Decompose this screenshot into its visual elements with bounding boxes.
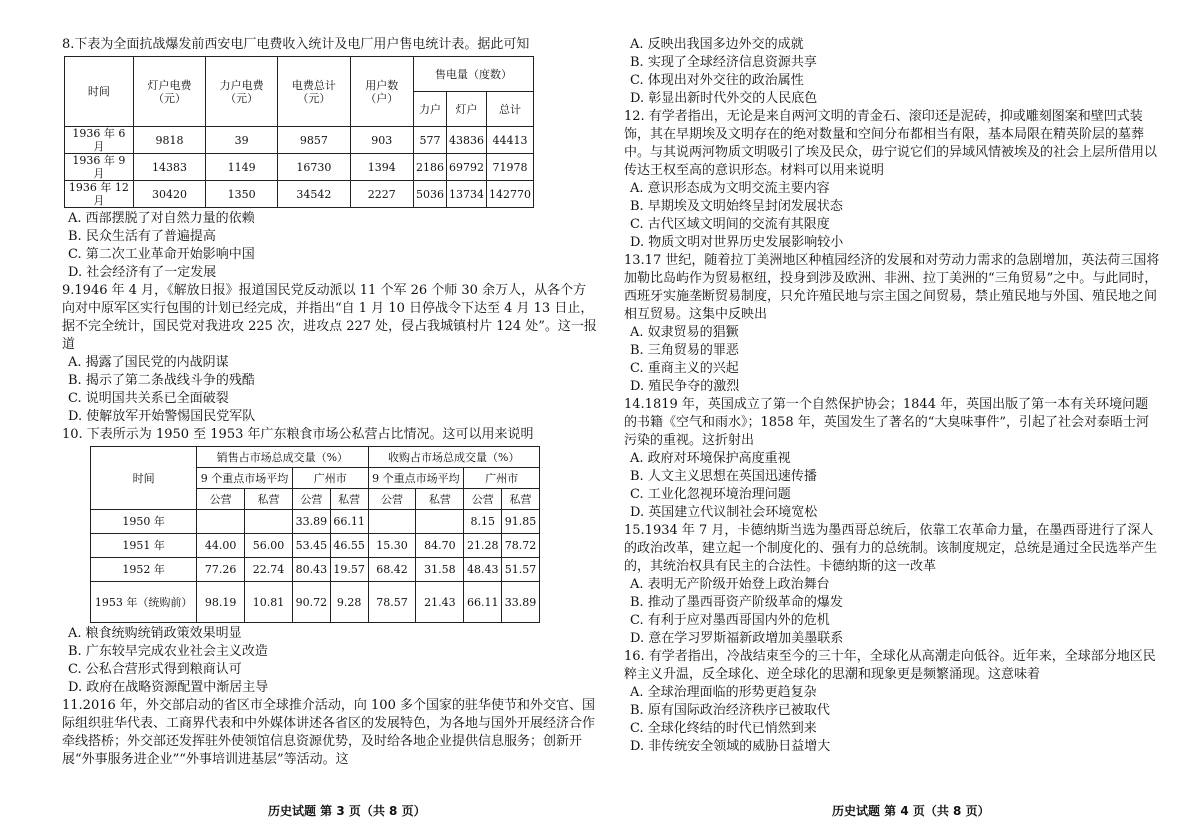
- table-cell: 33.89: [292, 510, 330, 534]
- header-cell: 9 个重点市场平均: [197, 468, 293, 489]
- table-cell: 80.43: [292, 558, 330, 582]
- option-b: B. 实现了全球经济信息资源共享: [630, 55, 817, 70]
- header-cell: 收购占市场总成交量（%）: [368, 447, 539, 468]
- option-b: B. 三角贸易的罪恶: [630, 343, 739, 358]
- option-d: D. 英国建立代议制社会环境宽松: [630, 505, 818, 520]
- question-13: [624, 252, 1160, 396]
- header-cell: 力户: [413, 92, 446, 127]
- table-cell: 39: [206, 127, 278, 154]
- table-row: [91, 534, 540, 558]
- table-cell: [197, 510, 245, 534]
- option-c: C. 说明国共关系已全面破裂: [68, 391, 229, 406]
- question-stem: 16. 有学者指出，冷战结束至今的三十年，全球化从高潮走向低谷。近年来，全球部分地区民粹主义升温，反全球化、逆全球化的思潮和现象更是频繁涌现。这意味着: [624, 649, 1156, 682]
- table-cell: 19.57: [330, 558, 368, 582]
- table-cell: 77.26: [197, 558, 245, 582]
- header-cell: 私营: [416, 489, 464, 510]
- table-cell: 21.28: [464, 534, 502, 558]
- table-cell: 78.72: [502, 534, 540, 558]
- header-cell: 广州市: [464, 468, 540, 489]
- question-stem: 13.17 世纪，随着拉丁美洲地区种植园经济的发展和对劳动力需求的急剧增加，英法荷三国将加勒比岛屿作为贸易枢纽，投身到涉及欧洲、非洲、拉丁美洲的“三角贸易”之中。与此同时，西班牙实施垄断贸易制度，只允许殖民地与宗主国之间贸易，禁止殖民地与外国、殖民地之间相互贸易。这集中反映出: [624, 253, 1160, 322]
- table-cell: 69792: [446, 154, 486, 181]
- option-b: B. 人文主义思想在英国迅速传播: [630, 469, 817, 484]
- table-cell: 13734: [446, 181, 486, 208]
- question-stem: 10. 下表所示为 1950 至 1953 年广东粮食市场公私营占比情况。这可以用来说明: [62, 427, 534, 442]
- question-stem: 15.1934 年 7 月，卡德纳斯当选为墨西哥总统后，依靠工农革命力量，在墨西哥进行了深人的政治改革，建立起一个制度化的、强有力的总统制。该制度规定，总统是通过全民选举产生的，其统治权具有民主的合法性。卡德纳斯的这一改革: [624, 523, 1158, 574]
- option-b: B. 民众生活有了普遍提高: [68, 229, 216, 244]
- option-a: A. 表明无产阶级开始登上政治舞台: [630, 577, 830, 592]
- option-a: A. 粮食统购统销政策效果明显: [68, 626, 242, 641]
- table-cell: 1952 年: [91, 558, 197, 582]
- table-cell: 43836: [446, 127, 486, 154]
- table-cell: 9857: [278, 127, 350, 154]
- option-c: C. 古代区域文明间的交流有其限度: [630, 217, 830, 232]
- electricity-table: [64, 56, 534, 208]
- question-stem: 14.1819 年，英国成立了第一个自然保护协会；1844 年，英国出版了第一本有关环境问题的书籍《空气和雨水》；1858 年，英国发生了著名的“大臭味事件”，引起了社会对泰晤士河污染的重视。这折射出: [624, 397, 1150, 448]
- table-row: [91, 558, 540, 582]
- table-cell: 8.15: [464, 510, 502, 534]
- option-c: C. 有利于应对墨西哥国内外的危机: [630, 613, 830, 628]
- table-cell: 1394: [350, 154, 413, 181]
- table-cell: 53.45: [292, 534, 330, 558]
- option-a: A. 政府对环境保护高度重视: [630, 451, 791, 466]
- option-d: D. 殖民争夺的激烈: [630, 379, 740, 394]
- option-b: B. 原有国际政治经济秩序已被取代: [630, 703, 830, 718]
- option-a: A. 全球治理面临的形势更趋复杂: [630, 685, 817, 700]
- option-d: D. 政府在战略资源配置中渐居主导: [68, 680, 269, 695]
- question-9: [62, 282, 598, 426]
- table-cell: 91.85: [502, 510, 540, 534]
- right-page: [624, 36, 1160, 756]
- option-d: D. 非传统安全领域的威胁日益增大: [630, 739, 831, 754]
- option-a: A. 西部摆脱了对自然力量的依赖: [68, 211, 255, 226]
- header-cell: 销售占市场总成交量（%）: [197, 447, 368, 468]
- table-cell: [368, 510, 416, 534]
- table-cell: 34542: [278, 181, 350, 208]
- header-cell: 公营: [197, 489, 245, 510]
- table-cell: [245, 510, 293, 534]
- table-cell: 1953 年（统购前）: [91, 582, 197, 623]
- table-cell: 2227: [350, 181, 413, 208]
- table-cell: [416, 510, 464, 534]
- table-row: [65, 181, 534, 208]
- header-cell: 时间: [65, 57, 134, 127]
- left-page: [62, 36, 598, 769]
- table-cell: 44413: [486, 127, 533, 154]
- option-c: C. 公私合营形式得到粮商认可: [68, 662, 242, 677]
- table-cell: 1950 年: [91, 510, 197, 534]
- question-10: [62, 426, 598, 697]
- option-c: C. 体现出对外交往的政治属性: [630, 73, 804, 88]
- table-cell: 31.58: [416, 558, 464, 582]
- question-12: [624, 108, 1160, 252]
- question-8: [62, 36, 598, 282]
- header-cell: 灯户电费（元）: [133, 57, 205, 127]
- table-wrap: [64, 446, 598, 623]
- table-cell: 10.81: [245, 582, 293, 623]
- table-cell: 9818: [133, 127, 205, 154]
- table-cell: 1149: [206, 154, 278, 181]
- page-footer-left: 历史试题 第 3 页（共 8 页）: [268, 804, 426, 818]
- table-cell: 78.57: [368, 582, 416, 623]
- option-d: D. 物质文明对世界历史发展影响较小: [630, 235, 844, 250]
- question-11: [62, 697, 598, 769]
- table-row: [65, 127, 534, 154]
- grain-market-table: [90, 446, 540, 623]
- header-cell: 公营: [368, 489, 416, 510]
- question-stem: 12. 有学者指出，无论是来自两河文明的青金石、滚印还是泥砖，抑或雕刻图案和壁凹式装饰，其在早期埃及文明存在的绝对数量和空间分布都相当有限，基本局限在精英阶层的墓葬中。与其说两河物质文明吸引了埃及民众，毋宁说它们的异域风情被埃及的社会上层所借用以传达王权至高的意识形态。材料可以用来说明: [624, 109, 1158, 178]
- header-cell: 私营: [245, 489, 293, 510]
- table-cell: 48.43: [464, 558, 502, 582]
- table-cell: 15.30: [368, 534, 416, 558]
- question-16: [624, 648, 1160, 756]
- option-b: B. 广东较早完成农业社会主义改造: [68, 644, 268, 659]
- table-cell: 1936 年 9 月: [65, 154, 134, 181]
- table-cell: 2186: [413, 154, 446, 181]
- table-cell: 56.00: [245, 534, 293, 558]
- option-c: C. 全球化终结的时代已悄然到来: [630, 721, 817, 736]
- header-cell: 时间: [91, 447, 197, 510]
- option-b: B. 早期埃及文明始终呈封闭发展状态: [630, 199, 843, 214]
- option-c: C. 重商主义的兴起: [630, 361, 739, 376]
- header-cell: 公营: [292, 489, 330, 510]
- question-stem: 8.下表为全面抗战爆发前西安电厂电费收入统计及电厂用户售电统计表。据此可知: [62, 37, 530, 52]
- table-cell: 90.72: [292, 582, 330, 623]
- table-cell: 1936 年 12 月: [65, 181, 134, 208]
- table-cell: 5036: [413, 181, 446, 208]
- table-cell: 14383: [133, 154, 205, 181]
- table-row: [65, 154, 534, 181]
- option-b: B. 揭示了第二条战线斗争的残酷: [68, 373, 255, 388]
- header-cell: 力户电费（元）: [206, 57, 278, 127]
- table-cell: 51.57: [502, 558, 540, 582]
- question-stem: 11.2016 年，外交部启动的省区市全球推介活动，向 100 多个国家的驻华使节和外交官、国际组织驻华代表、工商界代表和中外媒体讲述各省区的发展特色，为各地与国外开展经济合作牵线搭桥；外交部还发挥驻外使领馆信息资源优势，及时给各地企业提供信息服务；创新开展“外事服务进企业”“外事培训进基层”等活动。这: [62, 698, 596, 767]
- option-d: D. 社会经济有了一定发展: [68, 265, 217, 280]
- option-d: D. 意在学习罗斯福新政增加美墨联系: [630, 631, 844, 646]
- table-cell: 71978: [486, 154, 533, 181]
- table-cell: 1951 年: [91, 534, 197, 558]
- option-d: D. 彰显出新时代外交的人民底色: [630, 91, 818, 106]
- header-cell: 售电量（度数）: [413, 57, 533, 92]
- table-cell: 66.11: [330, 510, 368, 534]
- header-cell: 灯户: [446, 92, 486, 127]
- header-cell: 用户数（户）: [350, 57, 413, 127]
- table-cell: 1936 年 6 月: [65, 127, 134, 154]
- header-cell: 总计: [486, 92, 533, 127]
- table-wrap: [64, 56, 598, 208]
- option-a: A. 奴隶贸易的猖獗: [630, 325, 739, 340]
- table-cell: 66.11: [464, 582, 502, 623]
- table-cell: 30420: [133, 181, 205, 208]
- option-c: C. 第二次工业革命开始影响中国: [68, 247, 255, 262]
- option-a: A. 揭露了国民党的内战阴谋: [68, 355, 229, 370]
- header-cell: 私营: [502, 489, 540, 510]
- option-d: D. 使解放军开始警惕国民党军队: [68, 409, 256, 424]
- page-footer-right: 历史试题 第 4 页（共 8 页）: [832, 804, 990, 818]
- table-cell: 1350: [206, 181, 278, 208]
- question-15: [624, 522, 1160, 648]
- header-cell: 私营: [330, 489, 368, 510]
- header-cell: 9 个重点市场平均: [368, 468, 464, 489]
- table-cell: 44.00: [197, 534, 245, 558]
- table-cell: 22.74: [245, 558, 293, 582]
- table-cell: 9.28: [330, 582, 368, 623]
- table-cell: 98.19: [197, 582, 245, 623]
- table-cell: 903: [350, 127, 413, 154]
- table-cell: 16730: [278, 154, 350, 181]
- option-a: A. 反映出我国多边外交的成就: [630, 37, 804, 52]
- question-11-options: [624, 36, 1160, 108]
- table-cell: 21.43: [416, 582, 464, 623]
- table-cell: 68.42: [368, 558, 416, 582]
- header-cell: 电费总计（元）: [278, 57, 350, 127]
- option-c: C. 工业化忽视环境治理问题: [630, 487, 791, 502]
- table-row: [91, 510, 540, 534]
- question-stem: 9.1946 年 4 月，《解放日报》报道国民党反动派以 11 个军 26 个师 30 余万人，从各个方向对中原军区实行包围的计划已经完成，并指出“自 1 月 10 日停战令下达至 4 月 13 日止，据不完全统计，国民党对我进攻 225 次，进攻点 227 处，侵占我城镇村片 124 处”。这一报道: [62, 283, 597, 352]
- table-cell: 33.89: [502, 582, 540, 623]
- header-cell: 广州市: [292, 468, 368, 489]
- option-b: B. 推动了墨西哥资产阶级革命的爆发: [630, 595, 843, 610]
- table-cell: 46.55: [330, 534, 368, 558]
- table-cell: 142770: [486, 181, 533, 208]
- table-cell: 84.70: [416, 534, 464, 558]
- table-cell: 577: [413, 127, 446, 154]
- table-row: [91, 582, 540, 623]
- header-cell: 公营: [464, 489, 502, 510]
- question-14: [624, 396, 1160, 522]
- option-a: A. 意识形态成为文明交流主要内容: [630, 181, 830, 196]
